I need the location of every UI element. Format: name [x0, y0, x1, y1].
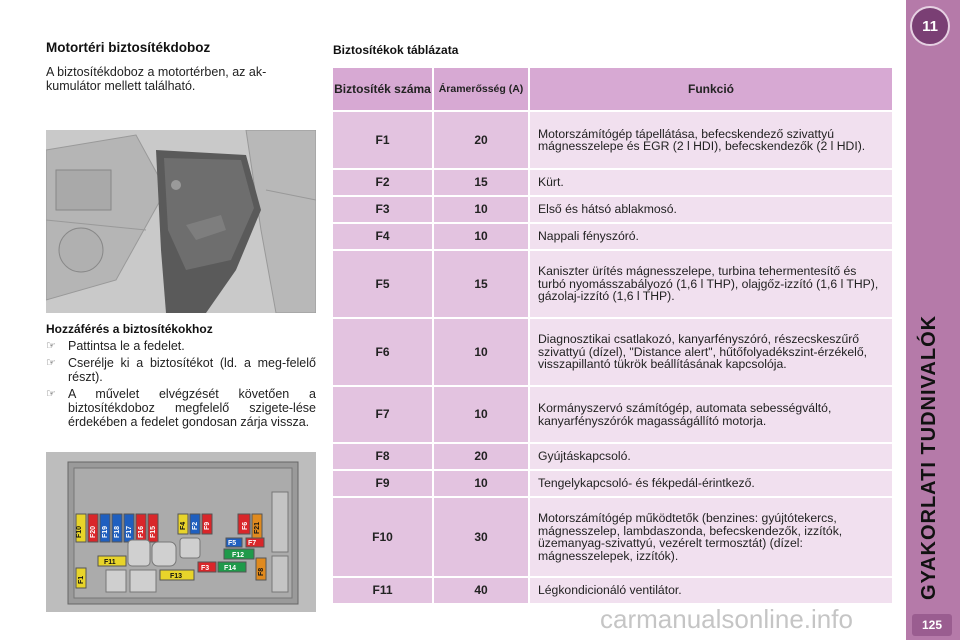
fuse-label-F2: F2: [192, 521, 199, 530]
fuse-F19: [100, 514, 110, 542]
fuse-F9: [202, 514, 212, 534]
header-amperage: Áramerősség (A): [434, 68, 530, 110]
fuse-F21: [252, 514, 262, 538]
step-item: [46, 356, 316, 384]
fuse-F17: [124, 514, 134, 542]
fuse-label-F4: F4: [180, 521, 187, 530]
intro-text: A biztosítékdoboz a motortérben, az ak-kumulátor mellett található.: [46, 65, 267, 93]
table-row: [333, 170, 892, 195]
fuse-F3: [198, 562, 216, 572]
access-title: Hozzáférés a biztosítékokhoz: [46, 322, 213, 336]
fuse-F20: [88, 514, 98, 542]
fuse-label-F5: F5: [228, 540, 237, 547]
fuse-F10: [76, 514, 86, 542]
fuse-function: Kormányszervó számítógép, automata sebességváltó, kanyarfényszórók magasságállító motorja.: [530, 387, 892, 442]
fuse-amperage: 10: [434, 224, 530, 249]
fuse-label-F1: F1: [78, 575, 85, 584]
fuse-label-F19: F19: [102, 525, 109, 538]
table-row: [333, 319, 892, 385]
fuse-number: F4: [333, 224, 434, 249]
fuse-label-F20: F20: [90, 525, 97, 538]
fuse-F8: [256, 558, 266, 580]
fuse-number: F10: [333, 498, 434, 576]
fuse-amperage: 10: [434, 471, 530, 496]
fuse-label-F9: F9: [204, 521, 211, 530]
fuse-label-F16: F16: [138, 525, 145, 538]
fuse-label-F14: F14: [224, 565, 237, 572]
watermark: carmanualsonline.info: [600, 604, 853, 634]
fuse-amperage: 15: [434, 170, 530, 195]
fuse-function: Motorszámítógép tápellátása, befecskendező szivattyú mágnesszelepe és EGR (2 l HDI), befecskendezők (2 l HDI).: [530, 112, 892, 168]
step-item: [46, 339, 316, 353]
fuse-number: F1: [333, 112, 434, 168]
chapter-title: GYAKORLATI TUDNIVALÓK: [918, 314, 940, 600]
fuse-table: [333, 66, 892, 605]
fuse-amperage: 10: [434, 387, 530, 442]
fuse-number: F6: [333, 319, 434, 385]
fuse-F4: [178, 514, 188, 534]
page-number: 125: [912, 614, 952, 636]
step-text: Pattintsa le a fedelet.: [68, 339, 185, 353]
fuse-F12: [224, 549, 254, 559]
table-title: Biztosítékok táblázata: [333, 43, 459, 57]
section-title: Motortéri biztosítékdoboz: [46, 40, 211, 55]
table-row: [333, 251, 892, 317]
fuse-label-F17: F17: [126, 525, 133, 538]
fuse-number: F9: [333, 471, 434, 496]
fuse-F11: [98, 556, 126, 566]
fuse-amperage: 20: [434, 112, 530, 168]
step-item: [46, 387, 316, 429]
fuse-number: F7: [333, 387, 434, 442]
fuse-function: Motorszámítógép működtetők (benzines: gyújtótekercs, mágnesszelep, lambdaszonda, befecskendezők, izzítók, üzemanyag-szivattyú, vezérelt termosztát) (dízel: mágnesszelepek, izzítók).: [530, 498, 892, 576]
fuse-label-F3: F3: [201, 565, 210, 572]
fuse-function: Tengelykapcsoló- és fékpedál-érintkező.: [530, 471, 892, 496]
fuse-function: Első és hátsó ablakmosó.: [530, 197, 892, 222]
pointing-hand-icon: ☞: [46, 340, 56, 352]
fuse-label-F7: F7: [248, 540, 257, 547]
fuse-number: F5: [333, 251, 434, 317]
pointing-hand-icon: ☞: [46, 357, 56, 369]
fuse-F7: [246, 538, 264, 547]
steps-list: [46, 339, 316, 432]
chapter-number-badge: 11: [910, 6, 950, 46]
fuse-number: F3: [333, 197, 434, 222]
left-column: [46, 40, 318, 93]
fuse-number: F2: [333, 170, 434, 195]
fuse-amperage: 10: [434, 197, 530, 222]
fuse-amperage: 30: [434, 498, 530, 576]
fuse-label-F12: F12: [232, 552, 245, 559]
fuse-F5: [226, 538, 242, 547]
fuse-amperage: 15: [434, 251, 530, 317]
fuse-F15: [148, 514, 158, 542]
fuse-label-F6: F6: [242, 521, 249, 530]
fuse-function: Kürt.: [530, 170, 892, 195]
fuse-amperage: 10: [434, 319, 530, 385]
fuse-function: Gyújtáskapcsoló.: [530, 444, 892, 469]
fuse-F18: [112, 514, 122, 542]
fuse-F2: [190, 514, 200, 534]
header-fuse-number: Biztosíték száma: [333, 68, 434, 110]
fuse-F6: [238, 514, 250, 534]
fuse-F16: [136, 514, 146, 542]
pointing-hand-icon: ☞: [46, 388, 56, 400]
fuse-function: Diagnosztikai csatlakozó, kanyarfényszóró, részecskeszűrő szivattyú (dízel), "Distance alert", hűtőfolyadékszint-érzékelő, visszapillantó tükrök beállításának kapcsolója.: [530, 319, 892, 385]
table-row: [333, 387, 892, 442]
fuse-F14: [218, 562, 246, 572]
fuse-label-F15: F15: [150, 525, 157, 538]
table-row: [333, 444, 892, 469]
fuse-label-F13: F13: [170, 573, 183, 580]
fuse-label-F8: F8: [258, 567, 265, 576]
fuse-function: Kaniszter ürítés mágnesszelepe, turbina tehermentesítő és turbó nyomásszabályozó (1,6 l THP), olajgőz-izzító (1,6 l THP), gázolaj-izzító (1,6 l THP).: [530, 251, 892, 317]
table-row: [333, 498, 892, 576]
table-row: [333, 224, 892, 249]
fuse-amperage: 20: [434, 444, 530, 469]
table-row: [333, 112, 892, 168]
table-header-row: [333, 68, 892, 110]
fuse-number: F11: [333, 578, 434, 603]
table-row: [333, 471, 892, 496]
table-row: [333, 578, 892, 603]
fusebox-diagram: [46, 452, 316, 612]
fuse-amperage: 40: [434, 578, 530, 603]
fuse-function: Nappali fényszóró.: [530, 224, 892, 249]
fuse-F13: [160, 570, 194, 580]
step-text: A művelet elvégzését követően a biztosítékdoboz megfelelő szigete-lése érdekében a fedelet gondosan zárja vissza.: [68, 387, 316, 429]
fuse-number: F8: [333, 444, 434, 469]
header-function: Funkció: [530, 68, 892, 110]
fuse-label-F11: F11: [104, 559, 116, 566]
fuse-label-F21: F21: [254, 521, 261, 534]
fuse-label-F18: F18: [114, 525, 121, 538]
engine-fusebox-photo: [46, 130, 316, 313]
fuse-function: Légkondicionáló ventilátor.: [530, 578, 892, 603]
fuse-label-F10: F10: [76, 525, 83, 538]
table-row: [333, 197, 892, 222]
fuse-F1: [76, 568, 86, 588]
step-text: Cserélje ki a biztosítékot (ld. a meg-felelő részt).: [68, 356, 316, 384]
